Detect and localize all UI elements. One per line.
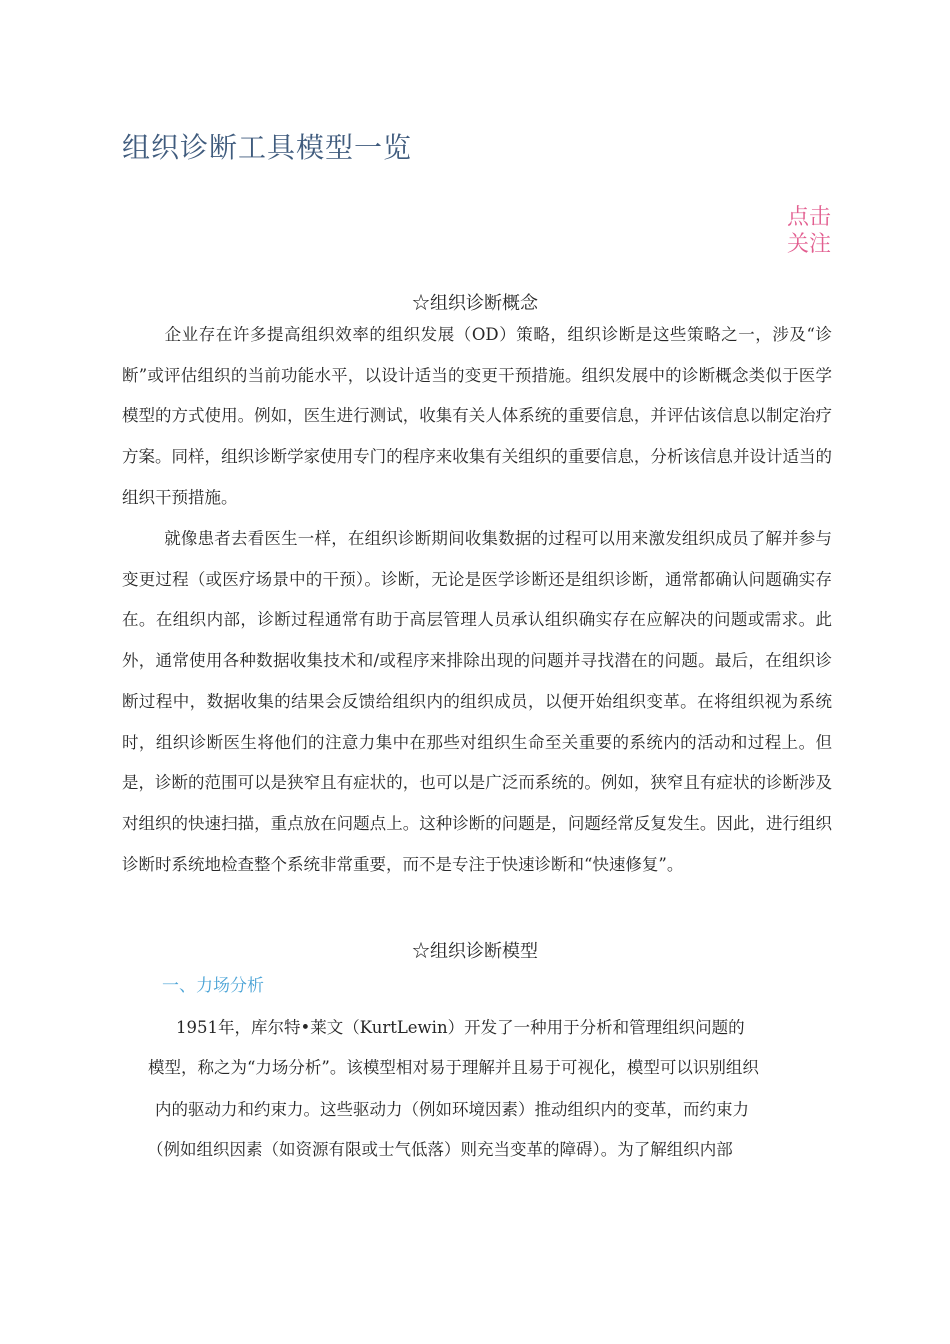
- paragraph-text: 企业存在许多提高组织效率的组织发展（OD）策略，组织诊断是这些策略之一，涉及“诊断”或评估组织的当前功能水平，以设计适当的变更干预措施。组织发展中的诊断概念类似于医学模型的方式使用。例如，医生进行测试，收集有关人体系统的重要信息，并评估该信息以制定治疗方案。同样，组织诊断学家使用专门的程序来收集有关组织的重要信息，分析该信息并设计适当的组织干预措施。: [122, 325, 832, 507]
- page-title: 组织诊断工具模型一览: [122, 131, 413, 164]
- force-field-line: 内的驱动力和约束力。这些驱动力（例如环境因素）推动组织内的变革，而约束力: [155, 1100, 749, 1119]
- subheading-force-field: 一、力场分析: [162, 976, 264, 996]
- paragraph-text: 就像患者去看医生一样，在组织诊断期间收集数据的过程可以用来激发组织成员了解并参与变更过程（或医疗场景中的干预）。诊断，无论是医学诊断还是组织诊断，通常都确认问题确实存在。在组织内部，诊断过程通常有助于高层管理人员承认组织确实存在应解决的问题或需求。此外，通常使用各种数据收集技术和/或程序来排除出现的问题并寻找潜在的问题。最后，在组织诊断过程中，数据收集的结果会反馈给组织内的组织成员，以便开始组织变革。在将组织视为系统时，组织诊断医生将他们的注意力集中在那些对组织生命至关重要的系统内的活动和过程上。但是，诊断的范围可以是狭窄且有症状的，也可以是广泛而系统的。例如，狭窄且有症状的诊断涉及对组织的快速扫描，重点放在问题点上。这种诊断的问题是，问题经常反复发生。因此，进行组织诊断时系统地检查整个系统非常重要，而不是专注于快速诊断和“快速修复”。: [122, 529, 832, 874]
- section-heading-models: ☆组织诊断模型: [412, 941, 538, 962]
- force-field-line: 1951年，库尔特•莱文（KurtLewin）开发了一种用于分析和管理组织问题的: [176, 1018, 745, 1037]
- force-field-line: （例如组织因素（如资源有限或士气低落）则充当变革的障碍）。为了解组织内部: [147, 1140, 733, 1159]
- section-heading-concept: ☆组织诊断概念: [412, 293, 538, 314]
- concept-paragraph-2: [122, 519, 832, 885]
- follow-button[interactable]: 点击关注: [787, 205, 832, 257]
- concept-paragraph-1: [122, 315, 832, 519]
- force-field-line: 模型，称之为“力场分析”。该模型相对易于理解并且易于可视化，模型可以识别组织: [148, 1058, 759, 1077]
